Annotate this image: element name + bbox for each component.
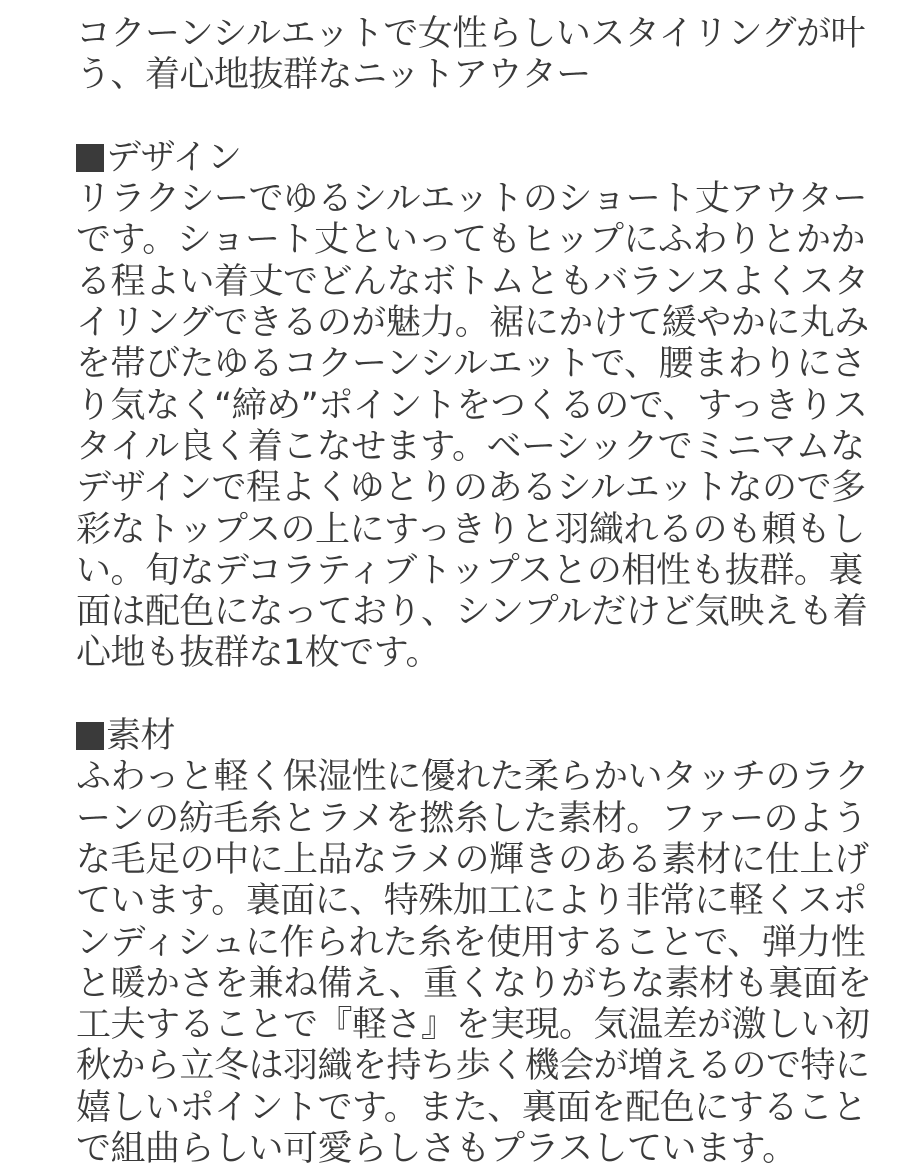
paragraph-line: ンディシュに作られた糸を使用することで、弾力性 [76,922,866,963]
paragraph-line: で組曲らしい可愛らしさもプラスしています。 [76,1129,797,1170]
black-square-icon [76,722,104,750]
paragraph-line: 秋から立冬は羽織を持ち歩く機会が増えるので特に [76,1046,870,1087]
paragraph-line: 面は配色になっており、シンプルだけど気映えも着 [76,592,868,633]
paragraph-line: ています。裏面に、特殊加工により非常に軽くスポ [76,881,867,922]
section-design [76,137,869,675]
paragraph-line: と暖かさを兼ね備え、重くなりがちな素材も裏面を [76,963,872,1004]
intro-line: コクーンシルエットで女性らしいスタイリングが叶 [76,14,865,54]
intro-paragraph [76,14,865,97]
paragraph-line: 彩なトップスの上にすっきりと羽織れるのも頼もし [76,509,865,550]
paragraph-line: ーンの紡毛糸とラメを撚糸した素材。ファーのよう [76,798,868,839]
section-heading-label: デザイン [106,137,242,178]
spacer [76,675,836,716]
spacer [76,97,836,138]
paragraph-line: デザインで程よくゆとりのあるシルエットなので多 [76,468,866,509]
paragraph-line: る程よい着丈でどんなボトムともバランスよくスタ [76,261,869,302]
paragraph-line: い。旬なデコラティブトップスとの相性も抜群。裏 [76,550,863,591]
paragraph-line: 心地も抜群な1枚です。 [76,633,440,674]
section-heading-label: 素材 [106,716,176,757]
paragraph-line: 嬉しいポイントです。また、裏面を配色にすること [76,1087,867,1128]
section-material [76,716,872,1170]
paragraph-line: です。ショート丈といってもヒップにふわりとかか [76,220,865,261]
section-heading [76,716,836,757]
paragraph-line: リラクシーでゆるシルエットのショート丈アウター [76,179,867,220]
paragraph-line: タイル良く着こなせます。ベーシックでミニマムな [76,426,865,467]
intro-line: う、着心地抜群なニットアウター [76,55,591,96]
paragraph-line: な毛足の中に上品なラメの輝きのある素材に仕上げ [76,839,869,880]
black-square-icon [76,144,104,172]
section-heading [76,138,836,179]
paragraph-line: を帯びたゆるコクーンシルエットで、腰まわりにさ [76,344,866,385]
paragraph-line: り気なく“締め”ポイントをつくるので、すっきりス [76,385,868,426]
product-description [76,14,872,1170]
paragraph-line: 工夫することで『軽さ』を実現。気温差が激しい初 [76,1005,870,1046]
paragraph-line: ふわっと軽く保湿性に優れた柔らかいタッチのラク [76,757,870,798]
paragraph-line: イリングできるのが魅力。裾にかけて緩やかに丸み [76,303,869,344]
